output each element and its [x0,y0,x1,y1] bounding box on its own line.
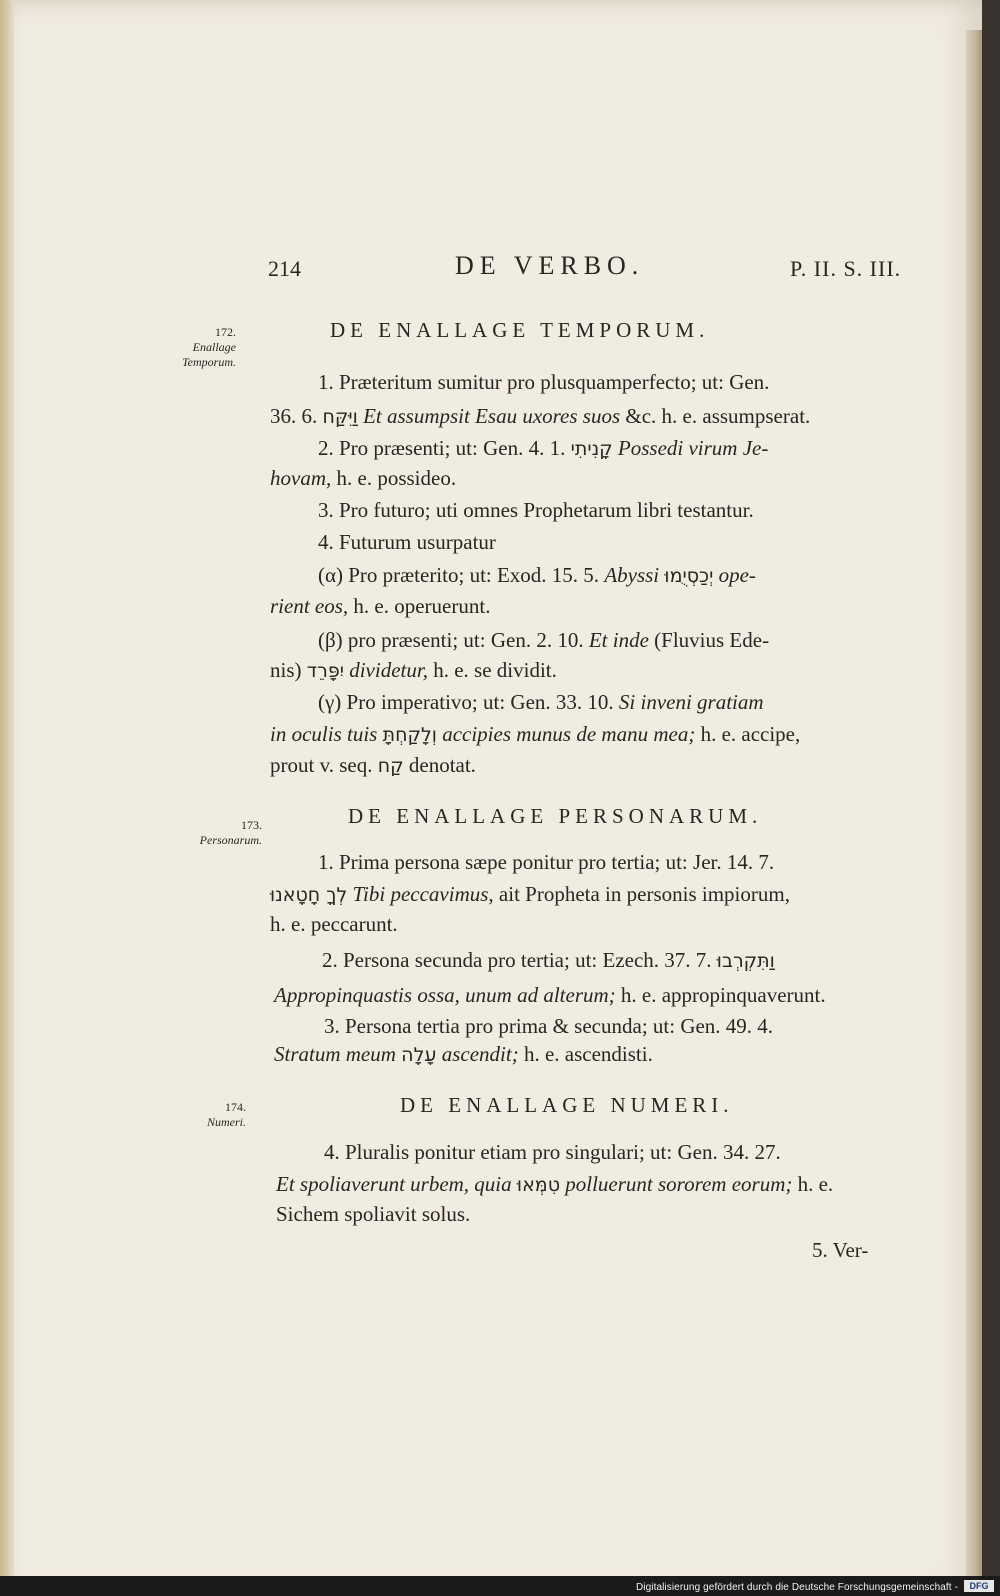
text-run: Possedi virum Je- [617,436,769,460]
text-line [270,466,930,491]
text-run: prout v. seq. [270,753,373,777]
hebrew-word: קַח [377,755,404,777]
footer-bar [0,1576,1000,1596]
hebrew-word: קָנִיתִי [570,438,613,460]
text-run: 36. 6. [270,404,318,428]
text-run: dividetur, [349,658,428,682]
text-run: h. e. [797,1172,834,1196]
text-line [318,628,930,653]
text-run: h. e. appropinquaverunt. [620,983,826,1007]
hebrew-word: יִפָּרֵד [306,660,344,682]
section-heading-temporum: DE ENALLAGE TEMPORUM. [330,318,710,342]
hebrew-word: לְךָ חָטָאנוּ [270,884,348,906]
page-number: 214 [268,256,301,281]
hebrew-word: וַתִּקְרְבוּ [716,950,775,972]
footer-credit: Digitalisierung gefördert durch die Deutsche Forschungsgemeinschaft - [635,1582,958,1593]
page-edge [966,30,982,1578]
text-run: (Fluvius Ede- [654,628,770,652]
margin-label: Personarum. [199,833,262,847]
text-run: Si inveni gratiam [618,690,764,714]
margin-note-174 [180,1100,246,1130]
text-run: (α) Pro præterito; ut: Exod. 15. 5. [318,563,600,587]
text-line [270,404,930,429]
text-run: &c. h. e. assumpserat. [625,404,811,428]
text-run: accipies munus de manu mea; [442,722,696,746]
text-line [274,983,934,1008]
text-run: h. e. ascendisti. [523,1042,653,1066]
text-run: (γ) Pro imperativo; ut: Gen. 33. 10. [318,690,614,714]
dfg-logo: DFG [964,1580,994,1592]
section-heading-numeri: DE ENALLAGE NUMERI. [400,1093,734,1117]
margin-label: Temporum. [182,355,236,369]
hebrew-word: עָלָה [401,1044,437,1066]
text-run: h. e. operuerunt. [353,594,491,618]
text-run: (β) pro præsenti; ut: Gen. 2. 10. [318,628,584,652]
margin-label: Numeri. [207,1115,246,1129]
text-run: ope- [718,563,756,587]
text-run: Appropinquastis ossa, unum ad alterum; [274,983,616,1007]
text-line [274,1042,934,1067]
running-title: DE VERBO. [455,251,645,280]
text-line [276,1172,930,1197]
text-line: 4. Futurum usurpatur [318,530,496,554]
text-line: 4. Pluralis ponitur etiam pro singulari; ut: Gen. 34. 27. [324,1140,781,1164]
margin-label: Enallage [192,340,236,354]
text-line [270,722,930,747]
text-run: ait Propheta in personis impiorum, [498,882,790,906]
hebrew-word: טִמְּאוּ [516,1174,561,1196]
text-run: h. e. accipe, [700,722,801,746]
text-run: Stratum meum [274,1042,396,1066]
text-run: polluerunt sororem eorum; [565,1172,793,1196]
text-line [270,753,930,778]
text-run: h. e. possideo. [336,466,457,490]
text-line [318,690,930,715]
text-line: h. e. peccarunt. [270,912,398,936]
catchword: 5. Ver- [812,1238,869,1262]
margin-number: 172. [215,325,236,339]
text-line [270,882,930,907]
margin-number: 173. [241,818,262,832]
margin-number: 174. [225,1100,246,1114]
text-run: Tibi peccavimus, [352,882,494,906]
text-run: in oculis tuis [270,722,378,746]
text-run: Abyssi [604,563,660,587]
hebrew-word: וְלָקַחְתָּ [382,724,437,746]
text-line: Sichem spoliavit solus. [276,1202,471,1226]
part-section-label: P. II. S. III. [790,256,902,281]
hebrew-word: יְכַסְיֻמוּ [664,565,714,587]
margin-note-172 [170,325,236,370]
text-line [270,658,930,683]
text-run: nis) [270,658,302,682]
text-run: Et spoliaverunt urbem, quia [276,1172,512,1196]
text-run: 2. Persona secunda pro tertia; ut: Ezech. 37. 7. [322,948,712,972]
text-line: 3. Pro futuro; uti omnes Prophetarum libri testantur. [318,498,754,522]
text-line: 1. Præteritum sumitur pro plusquamperfecto; ut: Gen. [318,370,770,394]
text-run: h. e. se dividit. [433,658,557,682]
text-line [322,948,930,973]
text-run: Et assumpsit Esau uxores suos [363,404,621,428]
page-gutter [0,0,14,1596]
text-run: rient eos, [270,594,349,618]
text-run: 2. Pro præsenti; ut: Gen. 4. 1. [318,436,566,460]
section-heading-personarum: DE ENALLAGE PERSONARUM. [348,804,763,828]
margin-note-173 [196,818,262,848]
text-run: Et inde [588,628,649,652]
hebrew-word: וַיִּקַּח [322,406,358,428]
text-line [270,594,930,619]
text-line [318,436,930,461]
text-run: hovam, [270,466,332,490]
text-line: 3. Persona tertia pro prima & secunda; ut: Gen. 49. 4. [324,1014,774,1038]
text-line: 1. Prima persona sæpe ponitur pro tertia; ut: Jer. 14. 7. [318,850,775,874]
text-run: denotat. [408,753,476,777]
text-line [318,563,930,588]
text-run: ascendit; [441,1042,519,1066]
